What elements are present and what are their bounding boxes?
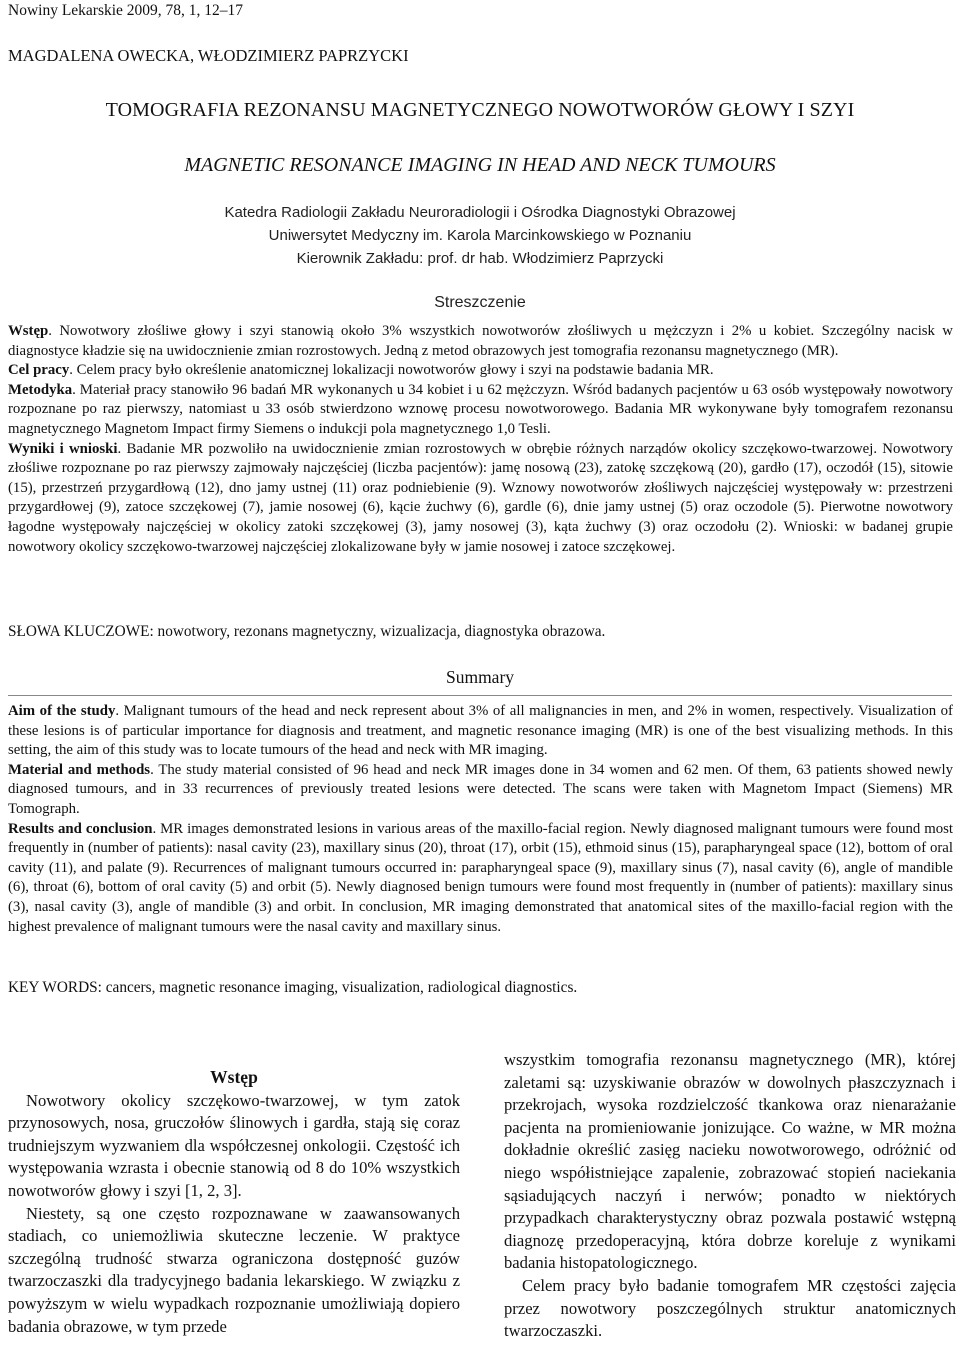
title-english: MAGNETIC RESONANCE IMAGING IN HEAD AND NECK TUMOURS [184, 154, 776, 176]
affiliation-line: Uniwersytet Medyczny im. Karola Marcinkowskiego w Poznaniu [268, 227, 692, 244]
body-paragraph: Celem pracy było badanie tomografem MR częstości zajęcia przez nowotwory poszczególnych struktur anatomicznych twarzoczaszki. [504, 1275, 956, 1341]
summary-heading: Summary [445, 667, 515, 687]
affiliation-line: Katedra Radiologii Zakładu Neuroradiologii i Ośrodka Diagnostyki Obrazowej [224, 204, 736, 221]
divider [8, 695, 952, 696]
title-polish: TOMOGRAFIA REZONANSU MAGNETYCZNEGO NOWOTWORÓW GŁOWY I SZYI [105, 99, 855, 121]
streszczenie-heading: Streszczenie [434, 294, 526, 311]
section-text: . MR images demonstrated lesions in various areas of the maxillo-facial region. Newly diagnosed malignant tumours were found most frequently in (number of patients): nasal cavity (23), maxillary sinus (20), throat (17), orbit (15), ethmoid sinus (15), parapharyngeal space (12), bottom of oral cavity (11), and palate (9). Recurrences of malignant tumours occurred in: parapharyngeal space (9), maxillary sinus (7), nasal cavity (6), angle of mandible (6), throat (6), bottom of oral cavity (5) and orbit (5). Newly diagnosed benign tumours were found most frequently in (number of patients): maxillary sinus (3), nasal cavity (3), angle of mandible (3) and orbit. In conclusion, MR imaging demonstrated that anatomical sites of the maxillo-facial region with the highest prevalence of malignant tumours were the nasal cavity and maxillary sinus. [8, 820, 953, 935]
body-paragraph: Nowotwory okolicy szczękowo-twarzowej, w tym zatok przynosowych, nosa, gruczołów ślinowych i gardła, stają się coraz trudniejszym wyzwaniem dla współczesnej onkologii. Częstość ich występowania wzrasta i obecnie stanowią od 8 do 10% wszystkich nowotworów głowy i szyi [1, 2, 3]. [8, 1090, 460, 1200]
section-label: Results and conclusion [8, 820, 153, 837]
section-text: . Badanie MR pozwoliło na uwidocznienie zmian rozrostowych w obrębie różnych narządów okolicy szczękowo-twarzowej. Nowotwory złośliwe rozpoznane po raz pierwszy zajmowały najczęściej (liczba pacjentów): jamę nosową (23), zatokę szczękową (20), gardło (17), oczodół (15), sitowie (15), przestrzeń przygardłową (12), dno jamy ustnej (11) oraz podniebienie (9). Wznowy nowotworów złośliwych najczęściej występowały w: przestrzeni przygardłowej (9), zatoce szczękowej (7), jamie nosowej (6), kącie żuchwy (6), gardle (6), dnie jamy ustnej (5) oraz oczodole (5). Pierwotne nowotwory łagodne występowały najczęściej w okolicy zatoki szczękowej (3), jamy nosowej (3), kąta żuchwy (3) oraz oczodołu (2). Wnioski: w badanej grupie nowotwory okolicy szczękowo-twarzowej najczęściej zlokalizowane były w jamie nosowej i zatoce szczękowej. [8, 440, 953, 555]
section-heading-wstep: Wstęp [210, 1067, 258, 1087]
body-paragraph: wszystkim tomografia rezonansu magnetycznego (MR), której zaletami są: uzyskiwanie obrazów w dowolnych płaszczyznach i przekrojach, wysoka rozdzielczość tkankowa oraz nienarażanie pacjenta na promieniowanie jonizujące. Co ważne, w MR można dokładnie określić zasięg nacieku nowotworowego, odróżnić od niego współistniejące zapalenie, zobrazować stopień naciekania sąsiadujących naczyń i nerwów; ponadto w niektórych przypadkach charakterystyczny obraz pozwala postawić wstępną diagnozę przedoperacyjną, która dobrze koreluje z wynikami badania histopatologicznego. [504, 1050, 956, 1273]
section-text: . The study material consisted of 96 head and neck MR images done in 34 women and 62 men. Of them, 63 patients showed newly diagnosed tumours, and in 33 recurrences of previously treated lesions were detected. The scans were taken with Magnetom Impact (Siemens) MR Tomograph. [8, 761, 953, 817]
section-label: Aim of the study [8, 703, 116, 719]
section-label: Cel pracy [8, 362, 70, 379]
section-text: . Malignant tumours of the head and neck represent about 3% of all malignancies in men, and 2% in women, respectively. Visualization of these lesions is of particular importance for diagnosis and treatment, and magnetic resonance imaging (MR) is one of the best visualizing methods. In this setting, the aim of this study was to locate tumours of the head and neck with MR imaging. [8, 703, 953, 759]
keywords-polish: SŁOWA KLUCZOWE: nowotwory, rezonans magnetyczny, wizualizacja, diagnostyka obrazowa. [8, 623, 606, 640]
section-label: Wyniki i wnioski [8, 440, 118, 457]
summary-abstract [8, 702, 953, 937]
journal-citation: Nowiny Lekarskie 2009, 78, 1, 12–17 [8, 2, 244, 19]
section-text: . Materiał pracy stanowiło 96 badań MR wykonanych u 34 kobiet i u 62 mężczyzn. Wśród badanych pacjentów u 63 osób występowały nowotwory rozpoznane po raz pierwszy, natomiast u 33 osób stwierdzono wznowę procesu nowotworowego. Badania MR wykonywane były tomografem rezonansu magnetycznego Magnetom Impact firmy Siemens o indukcji pola magnetycznego 1,0 Tesli. [8, 381, 953, 437]
affiliation-line: Kierownik Zakładu: prof. dr hab. Włodzimierz Paprzycki [296, 250, 664, 267]
section-label: Wstęp [8, 323, 49, 339]
body-left-column [8, 1066, 460, 1338]
section-text: . Celem pracy było określenie anatomicznej lokalizacji nowotworów głowy i szyi na podstawie badania MR. [69, 362, 714, 379]
section-label: Material and methods [8, 761, 151, 778]
authors: MAGDALENA OWECKA, WŁODZIMIERZ PAPRZYCKI [8, 46, 409, 65]
section-text: . Nowotwory złośliwe głowy i szyi stanowią około 3% wszystkich nowotworów złośliwych u mężczyzn i 2% u kobiet. Szczególny nacisk w diagnostyce kładzie się na uwidocznienie zmian rozrostowych. Jedną z metod obrazowych jest tomografia rezonansu magnetycznego (MR). [8, 323, 953, 359]
keywords-english: KEY WORDS: cancers, magnetic resonance imaging, visualization, radiological diagnostics. [8, 979, 578, 996]
body-paragraph: Niestety, są one często rozpoznawane w zaawansowanych stadiach, co uniemożliwia skuteczne leczenie. W praktyce szczególną trudność stwarza ograniczona dostępność guzów twarzoczaszki dla tradycyjnego badania lekarskiego. W związku z powyższym w wielu wypadkach rozpoznanie umożliwiają dopiero badania obrazowe, w tym przede [8, 1203, 460, 1336]
section-label: Metodyka [8, 381, 73, 398]
body-right-column [504, 1049, 956, 1343]
streszczenie-abstract [8, 322, 953, 557]
